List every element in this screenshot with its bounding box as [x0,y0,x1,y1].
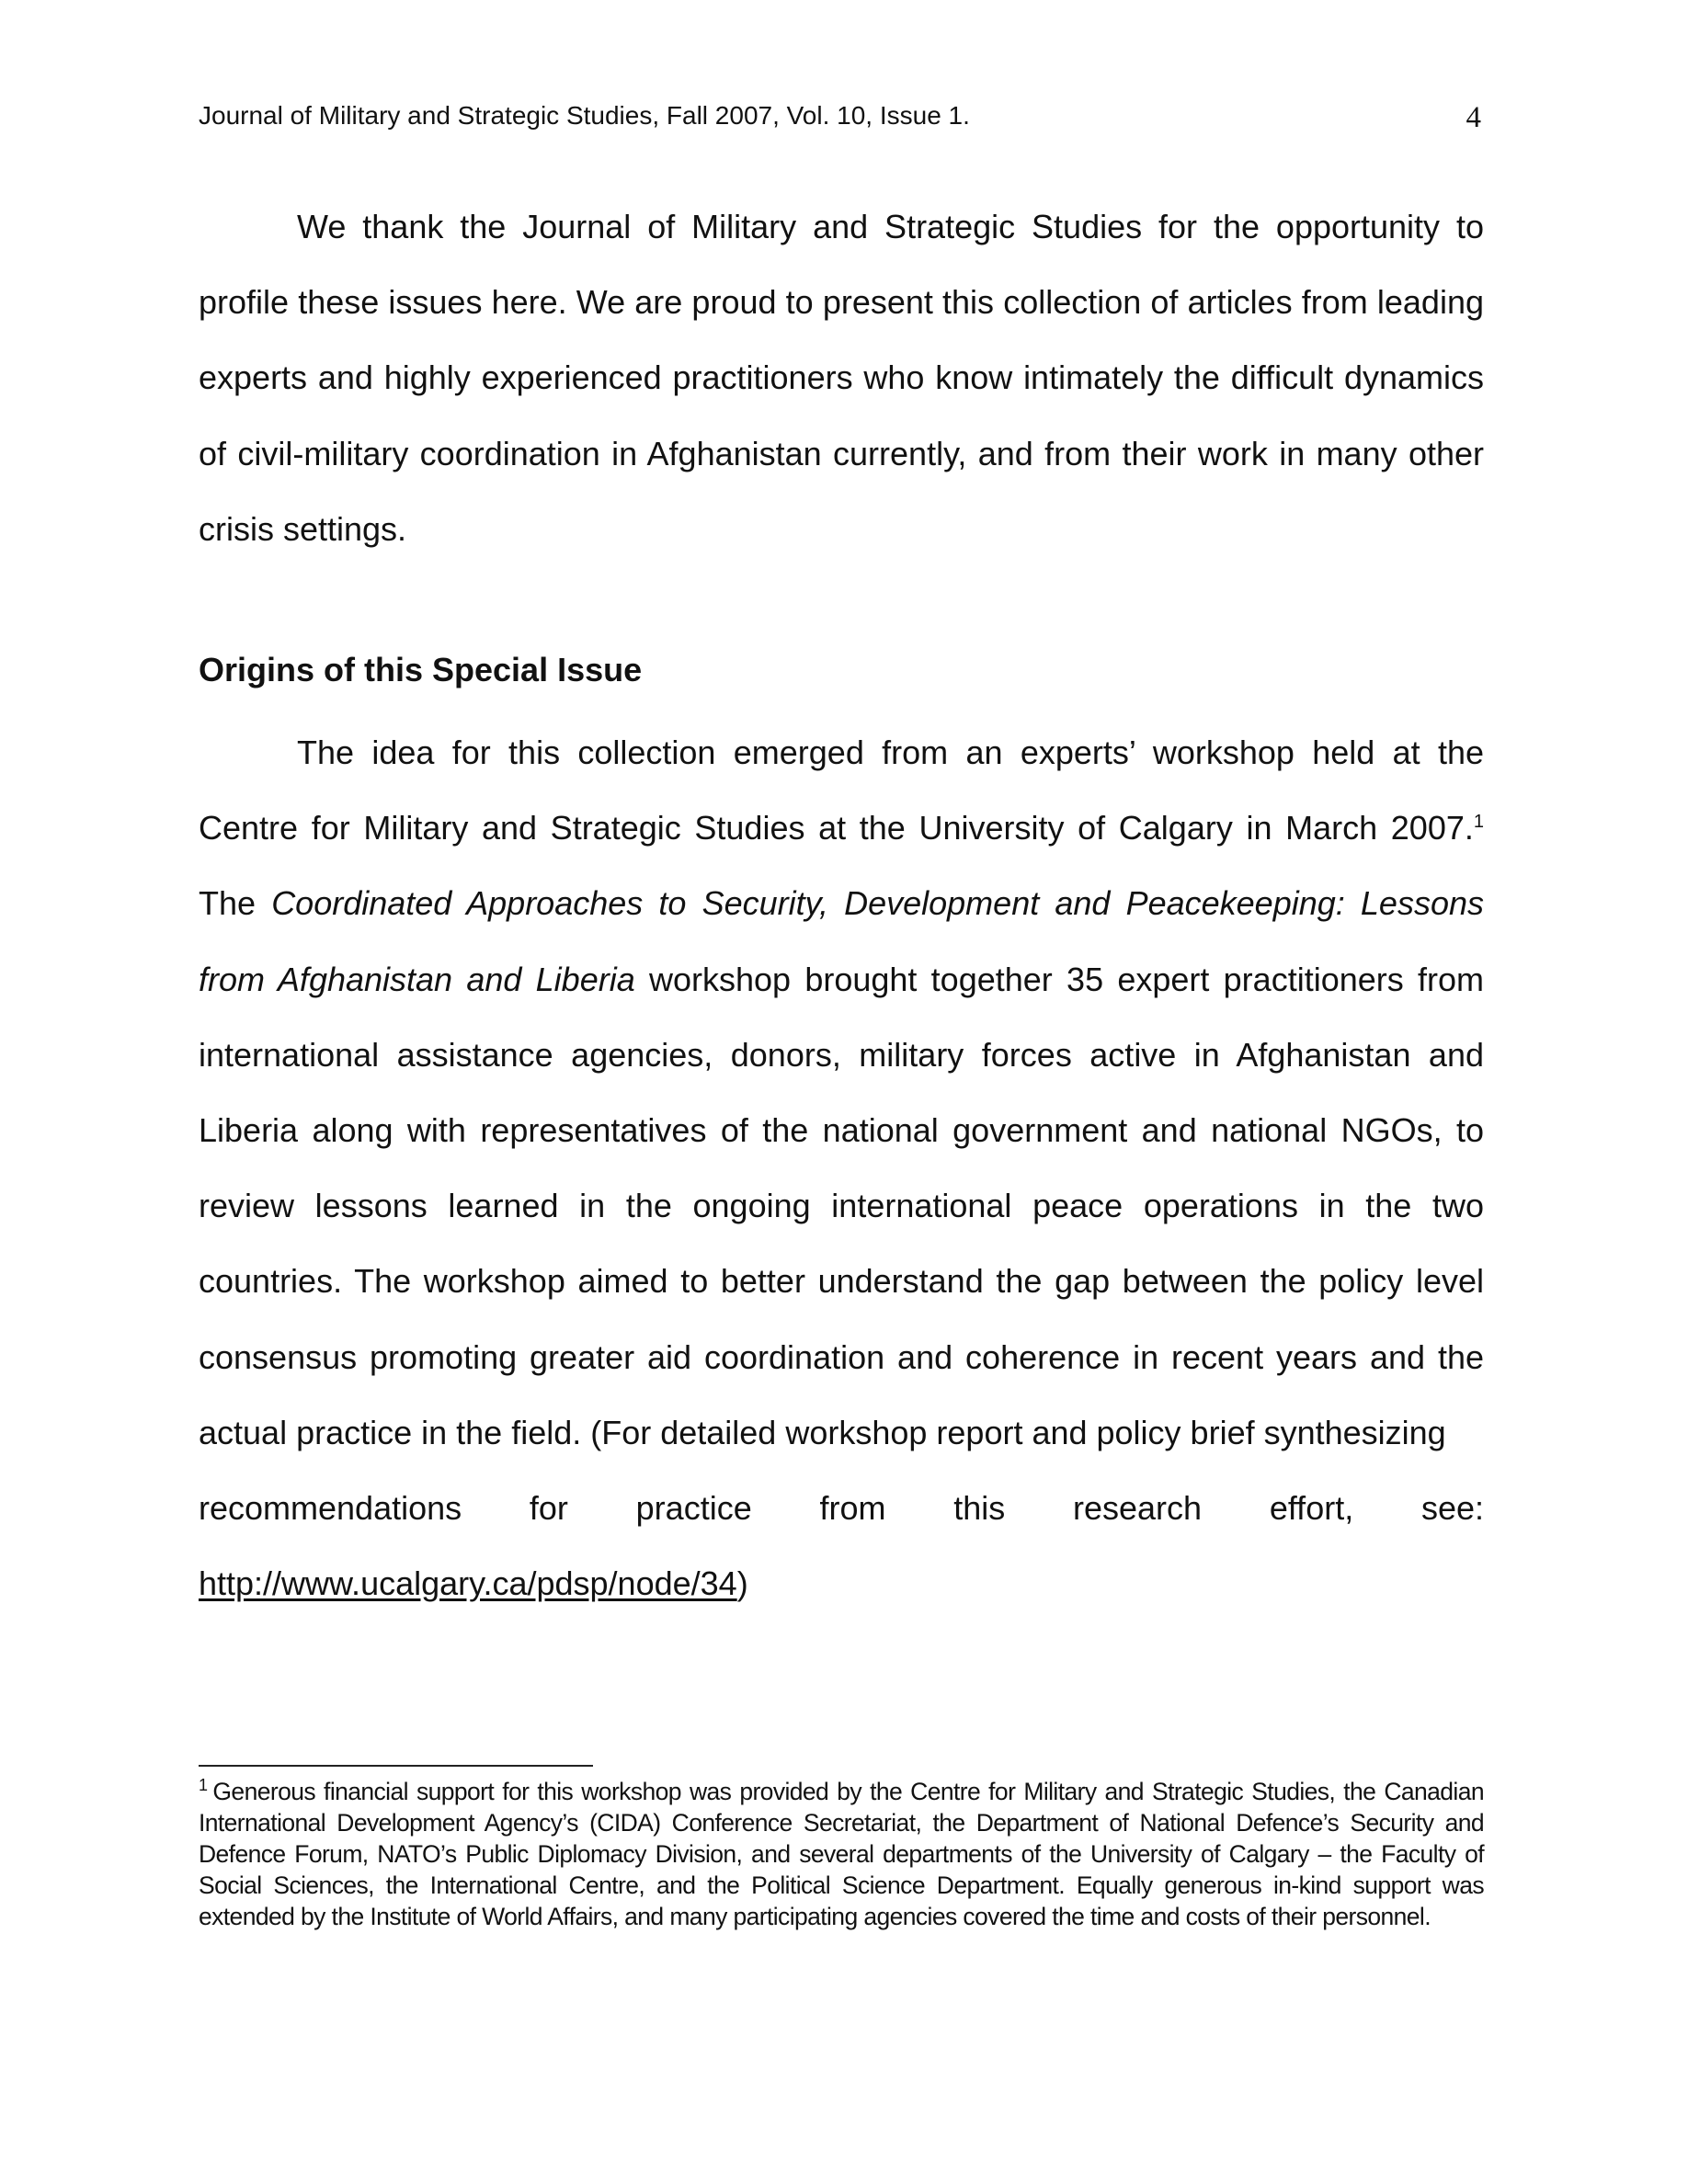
spread-line [199,1471,1484,1546]
spread-word: research [1073,1489,1203,1528]
intro-paragraph-text: We thank the Journal of Military and Strategic Studies for the opportunity to profile these issues here. We are proud to present this collection of articles from leading experts and highly experienced practitioners who know intimately the difficult dynamics of civil-military coordination in Afghanistan currently, and from their work in many other crisis settings. [199,208,1484,548]
origins-text-c: workshop brought together 35 expert practitioners from international assistance agencies, donors, military forces active in Afghanistan and Liberia along with representatives of the national government and national NGOs, to review lessons learned in the ongoing international peace operations in the two countries. The workshop aimed to better understand the gap between the policy level consensus promoting greater aid coordination and coherence in recent years and the actual practice in the field. (For detailed workshop report and policy brief synthesizing [199,960,1485,1451]
spread-word: for [529,1489,568,1528]
footnote-text: Generous financial support for this workshop was provided by the Centre for Military and Strategic Studies, the Canadian International Development Agency’s (CIDA) Conference Secretariat, the Department of National Defence’s Security and Defence Forum, NATO’s Public Diplomacy Division, and several departments of the University of Calgary – the Faculty of Social Sciences, the International Centre, and the Political Science Department. Equally generous in-kind support was extended by the Institute of World Affairs, and many participating agencies covered the time and costs of their personnel. [199,1778,1484,1930]
spread-word: this [953,1489,1006,1528]
workshop-title: Coordinated Approaches to Security, Development and Peacekeeping: Lessons from Afghanistan and Liberia [199,884,1484,998]
running-header: Journal of Military and Strategic Studies, Fall 2007, Vol. 10, Issue 1. [199,101,970,130]
spread-word: effort, [1269,1489,1354,1528]
section-heading: Origins of this Special Issue [199,651,643,688]
page-number: 4 [1466,101,1481,134]
footnote-reference[interactable]: 1 [1473,812,1484,833]
spread-word: practice [635,1489,752,1528]
footnote [199,1776,1484,1932]
intro-paragraph [199,189,1484,567]
spread-word: recommendations [199,1489,462,1528]
footnote-separator [199,1765,593,1767]
origins-text-b: The [199,884,272,923]
origins-text-a: The idea for this collection emerged from an experts’ workshop held at the Centre for Military and Strategic Studies at the University of Calgary in March 2007. [199,734,1484,847]
origins-paragraph [199,715,1484,1621]
link-line [199,1546,1484,1621]
spread-word: see: [1420,1489,1484,1528]
closing-parenthesis: ) [736,1564,748,1603]
workshop-report-link[interactable]: http://www.ucalgary.ca/pdsp/node/34 [199,1564,737,1603]
footnote-marker: 1 [199,1776,208,1795]
spread-word: from [819,1489,886,1528]
